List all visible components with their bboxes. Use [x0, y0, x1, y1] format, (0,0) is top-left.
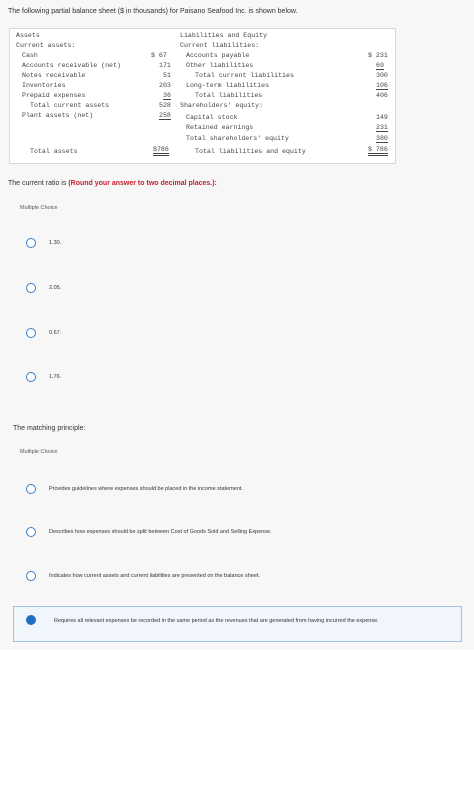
ar-value: 171 [159, 62, 171, 69]
re-label: Retained earnings [186, 124, 254, 131]
cash-label: Cash [22, 52, 38, 59]
ltl-label: Long-term liabilities [186, 82, 270, 89]
tse-label: Total shareholders' equity [186, 135, 289, 142]
q1-option-1-label: 1.30. [49, 240, 62, 246]
tcl-value: 300 [376, 72, 388, 79]
mc-label-2: Multiple Choice [20, 449, 58, 455]
plant-value: 258 [159, 112, 171, 119]
q2-option-2-label: Describes how expenses should be split between Cost of Goods Sold and Selling Expense. [49, 529, 272, 535]
tle-value: $ 786 [368, 146, 388, 156]
q1-option-4[interactable] [26, 372, 61, 382]
tl-value: 406 [376, 92, 388, 99]
inventories-label: Inventories [22, 82, 66, 89]
assets-title: Assets [16, 32, 40, 39]
q1-option-3-label: 0.67. [49, 330, 62, 336]
tcl-label: Total current liabilities [195, 72, 294, 79]
radio-selected-icon[interactable] [26, 615, 36, 625]
q2-option-1-label: Provides guidelines where expenses should be placed in the income statement. [49, 486, 243, 492]
radio-icon[interactable] [26, 328, 36, 338]
total-assets-label: Total assets [30, 148, 78, 155]
q1-option-2[interactable] [26, 283, 61, 293]
tca-label: Total current assets [30, 102, 110, 109]
plant-label: Plant assets (net) [22, 112, 94, 119]
prepaid-value: 36 [163, 92, 171, 99]
ap-value: $ 231 [368, 52, 388, 59]
cs-value: 149 [376, 114, 388, 121]
q2-option-3-label: Indicates how current assets and current liabilities are presented on the balance sheet. [49, 573, 260, 579]
q1-option-3[interactable] [26, 328, 61, 338]
tl-label: Total liabilities [195, 92, 263, 99]
mc-label-1: Multiple Choice [20, 205, 58, 211]
radio-icon[interactable] [26, 571, 36, 581]
se-label: Shareholders' equity: [180, 102, 264, 109]
ar-label: Accounts receivable (net) [22, 62, 121, 69]
question-1-instruction: (Round your answer to two decimal places.): [68, 180, 217, 187]
tle-label: Total liabilities and equity [195, 148, 306, 155]
question-1-text [8, 180, 217, 187]
radio-icon[interactable] [26, 527, 36, 537]
ltl-value: 106 [376, 82, 388, 89]
q2-option-3[interactable] [26, 571, 260, 581]
prepaid-label: Prepaid expenses [22, 92, 86, 99]
q1-option-4-label: 1.76. [49, 374, 62, 380]
current-assets-label: Current assets: [16, 42, 76, 49]
radio-icon[interactable] [26, 484, 36, 494]
ap-label: Accounts payable [186, 52, 250, 59]
tse-value: 380 [376, 135, 388, 142]
cs-label: Capital stock [186, 114, 238, 121]
cash-value: $ 67 [151, 52, 167, 59]
q2-option-4-label: Requires all relevant expenses be recorded in the same period as the revenues that are generated from having incurred the expense. [54, 618, 379, 624]
radio-icon[interactable] [26, 283, 36, 293]
nr-value: 51 [163, 72, 171, 79]
inventories-value: 203 [159, 82, 171, 89]
intro-text: The following partial balance sheet ($ in thousands) for Paisano Seafood Inc. is shown below. [8, 8, 298, 15]
radio-icon[interactable] [26, 372, 36, 382]
re-value: 231 [376, 124, 388, 131]
q2-option-1[interactable] [26, 484, 243, 494]
total-assets-value: $786 [153, 146, 169, 156]
q1-option-1[interactable] [26, 238, 61, 248]
nr-label: Notes receivable [22, 72, 86, 79]
balance-sheet [9, 28, 396, 164]
question-2-text: The matching principle: [13, 425, 86, 432]
radio-icon[interactable] [26, 238, 36, 248]
q1-option-2-label: 2.05. [49, 285, 62, 291]
tca-value: 528 [159, 102, 171, 109]
question-1-prompt: The current ratio is [8, 180, 69, 187]
current-liab-label: Current liabilities: [180, 42, 260, 49]
ol-label: Other liabilities [186, 62, 254, 69]
q2-option-2[interactable] [26, 527, 272, 537]
liab-equity-title: Liabilities and Equity [180, 32, 268, 39]
ol-value: 69 [376, 62, 384, 69]
